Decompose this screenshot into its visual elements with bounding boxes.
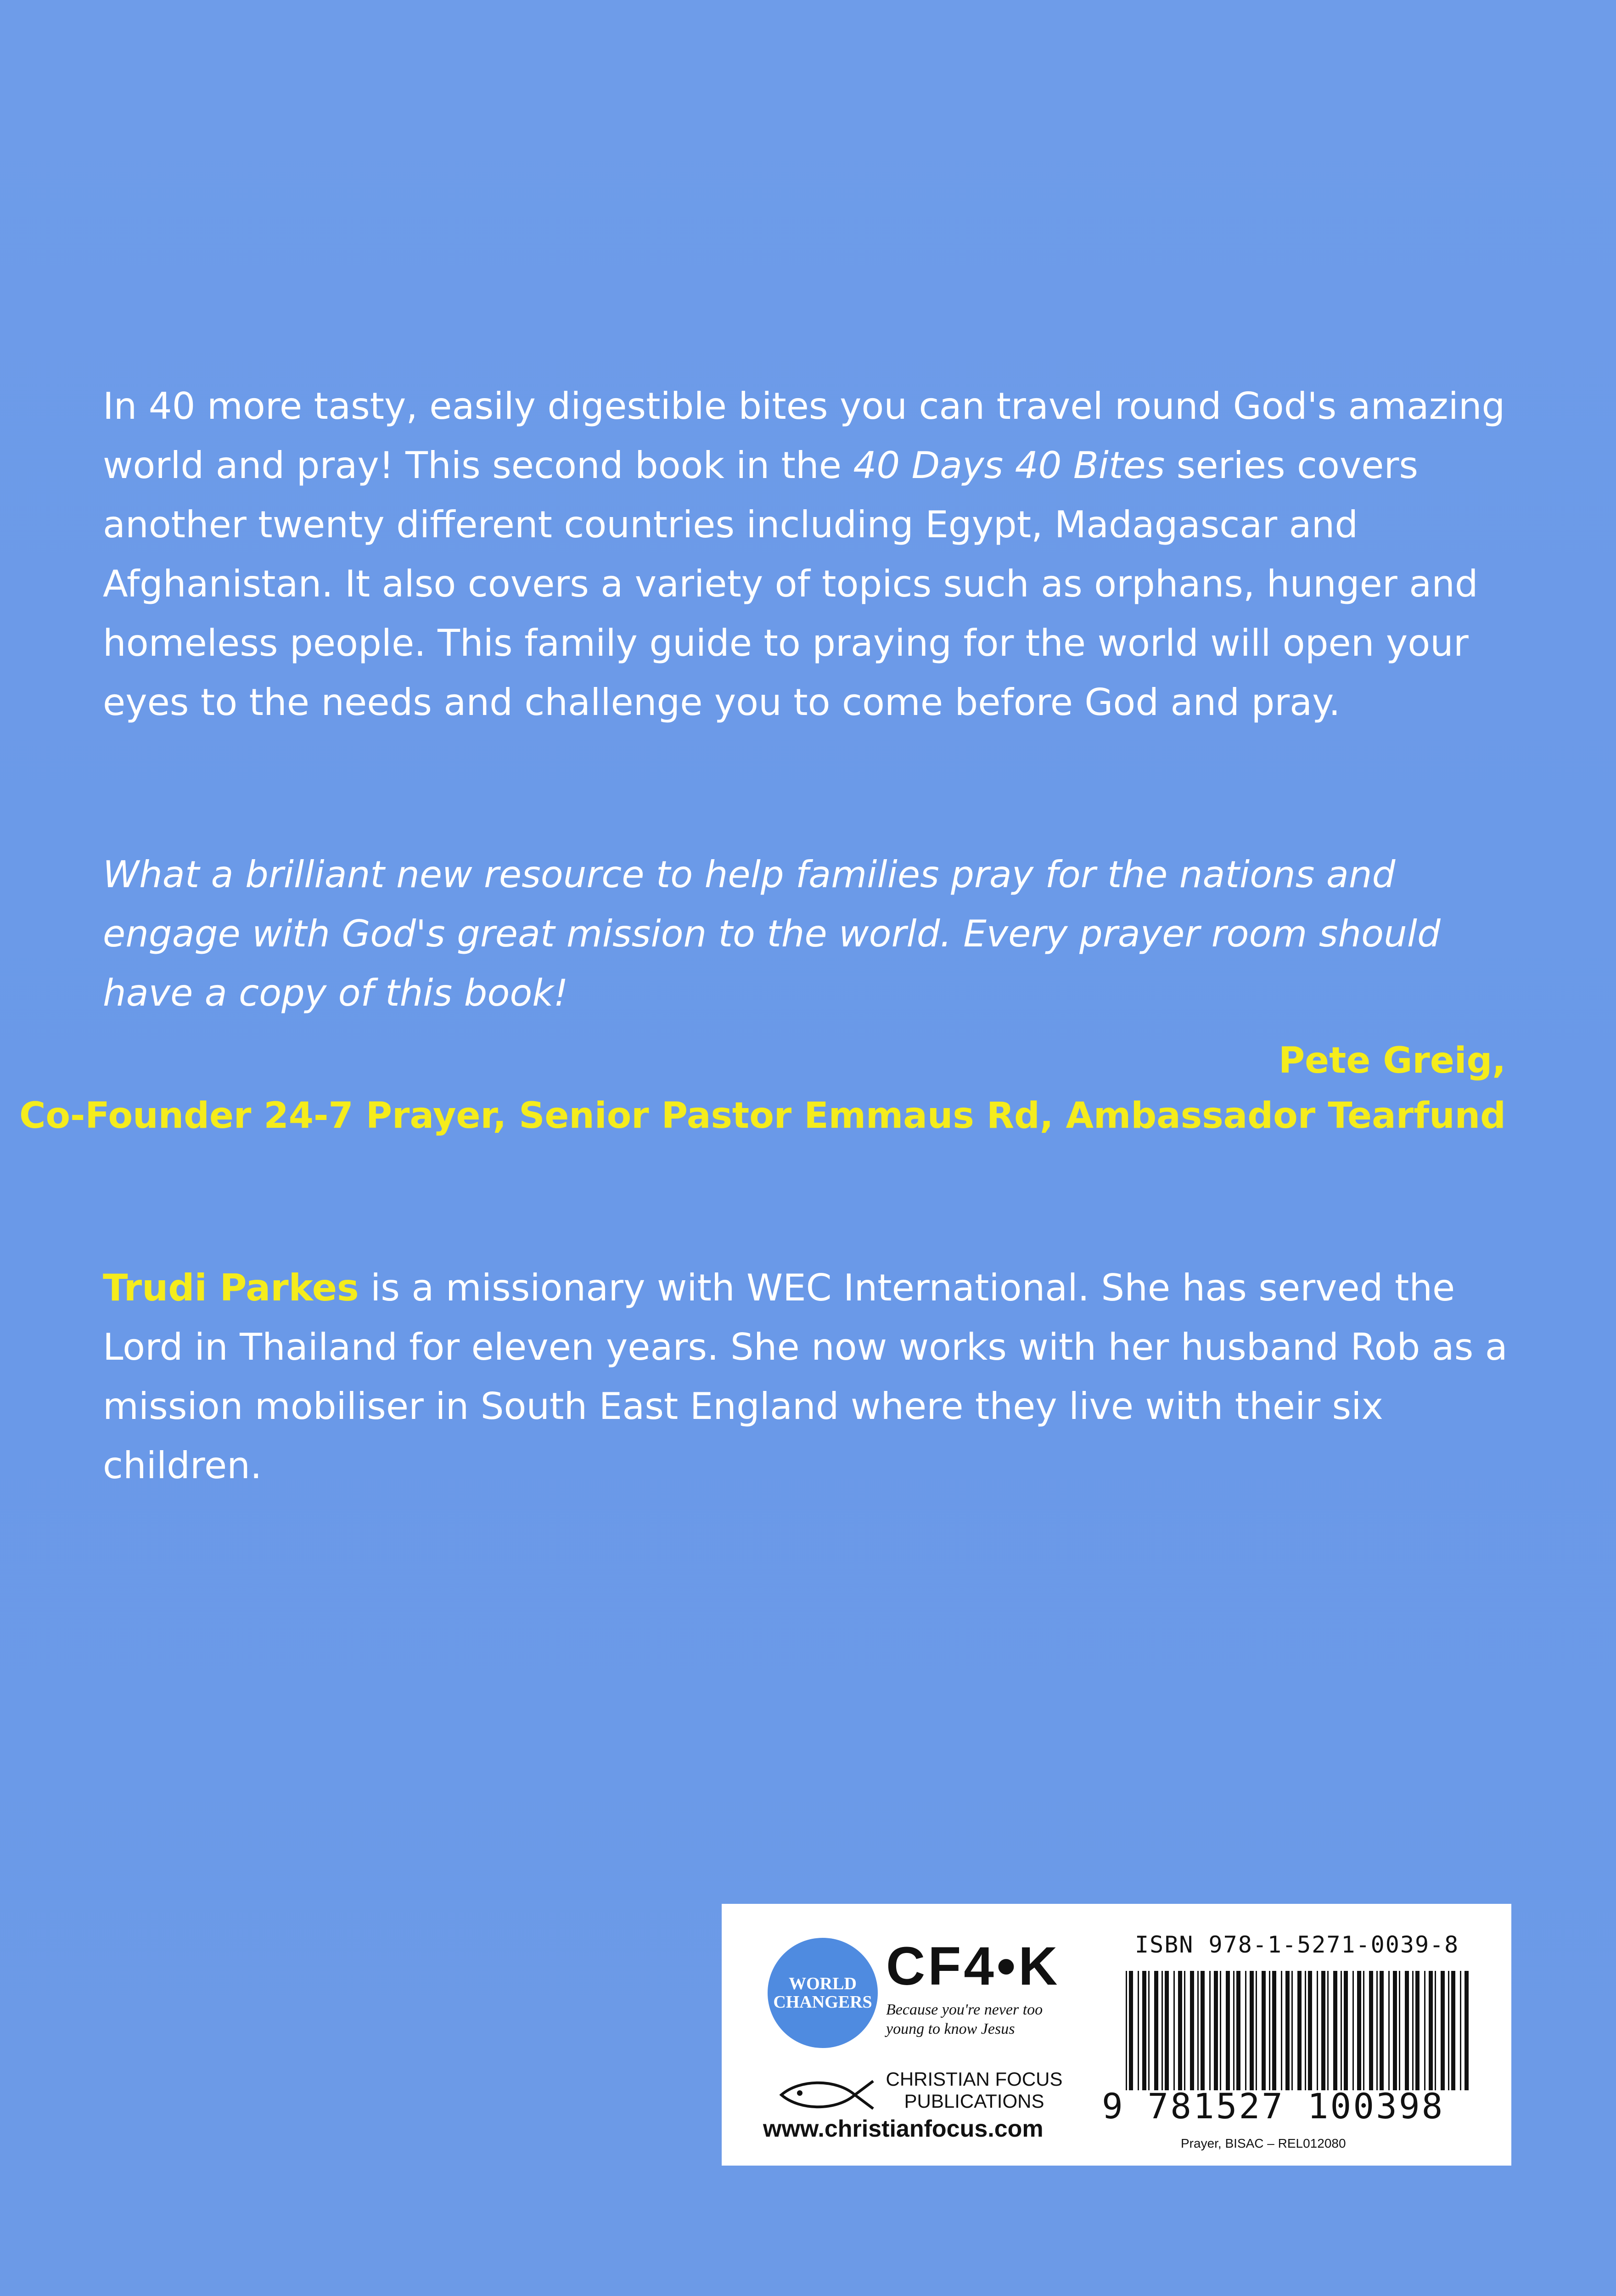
publisher-website: www.christianfocus.com bbox=[763, 2116, 1044, 2142]
barcode-panel bbox=[722, 1904, 1511, 2166]
badge-line-1: WORLD bbox=[789, 1974, 857, 1993]
endorsement-attribution bbox=[19, 1033, 1506, 1143]
endorser-name: Pete Greig, bbox=[1278, 1040, 1506, 1081]
endorsement-quote: What a brilliant new resource to help families pray for the nations and engage with God's great mission to the world. Every prayer room should have a copy of this book! bbox=[103, 853, 1441, 1014]
author-bio bbox=[103, 1258, 1517, 1495]
barcode-image bbox=[1126, 1971, 1475, 2090]
bisac-category: Prayer, BISAC – REL012080 bbox=[1181, 2136, 1346, 2150]
imprint-tagline: Because you're never too young to know Jesus bbox=[886, 2001, 1043, 2037]
endorser-role: Co-Founder 24-7 Prayer, Senior Pastor Emmaus Rd, Ambassador Tearfund bbox=[19, 1095, 1506, 1137]
cf4k-logo: CF4•K bbox=[886, 1936, 1060, 1997]
world-changers-badge bbox=[768, 1938, 878, 2048]
fish-icon bbox=[777, 2077, 878, 2113]
blurb-part-2: series covers another twenty different countries including Egypt, Madagascar and Afghanistan. It also covers a variety of topics such as orphans, hunger and homeless people. This family guide to praying for the world will open your eyes to the needs and challenge you to come before God and pray. bbox=[103, 444, 1478, 724]
isbn-text: ISBN 978-1-5271-0039-8 bbox=[1135, 1931, 1459, 1958]
barcode-number: 9 781527 100398 bbox=[1102, 2086, 1445, 2127]
blurb-part-1: In 40 more tasty, easily digestible bites you can travel round God's amazing world and pray! This second book in the bbox=[103, 385, 1505, 487]
series-title: 40 Days 40 Bites bbox=[853, 444, 1165, 487]
badge-line-2: CHANGERS bbox=[773, 1992, 872, 2012]
publisher-name: CHRISTIAN FOCUS PUBLICATIONS bbox=[886, 2068, 1063, 2112]
book-blurb bbox=[103, 377, 1517, 732]
author-bio-text: is a missionary with WEC International. She has served the Lord in Thailand for eleven years. She now works with her husband Rob as a mission mobiliser in South East England where they live with their six children. bbox=[103, 1266, 1508, 1487]
author-name: Trudi Parkes bbox=[103, 1266, 359, 1309]
